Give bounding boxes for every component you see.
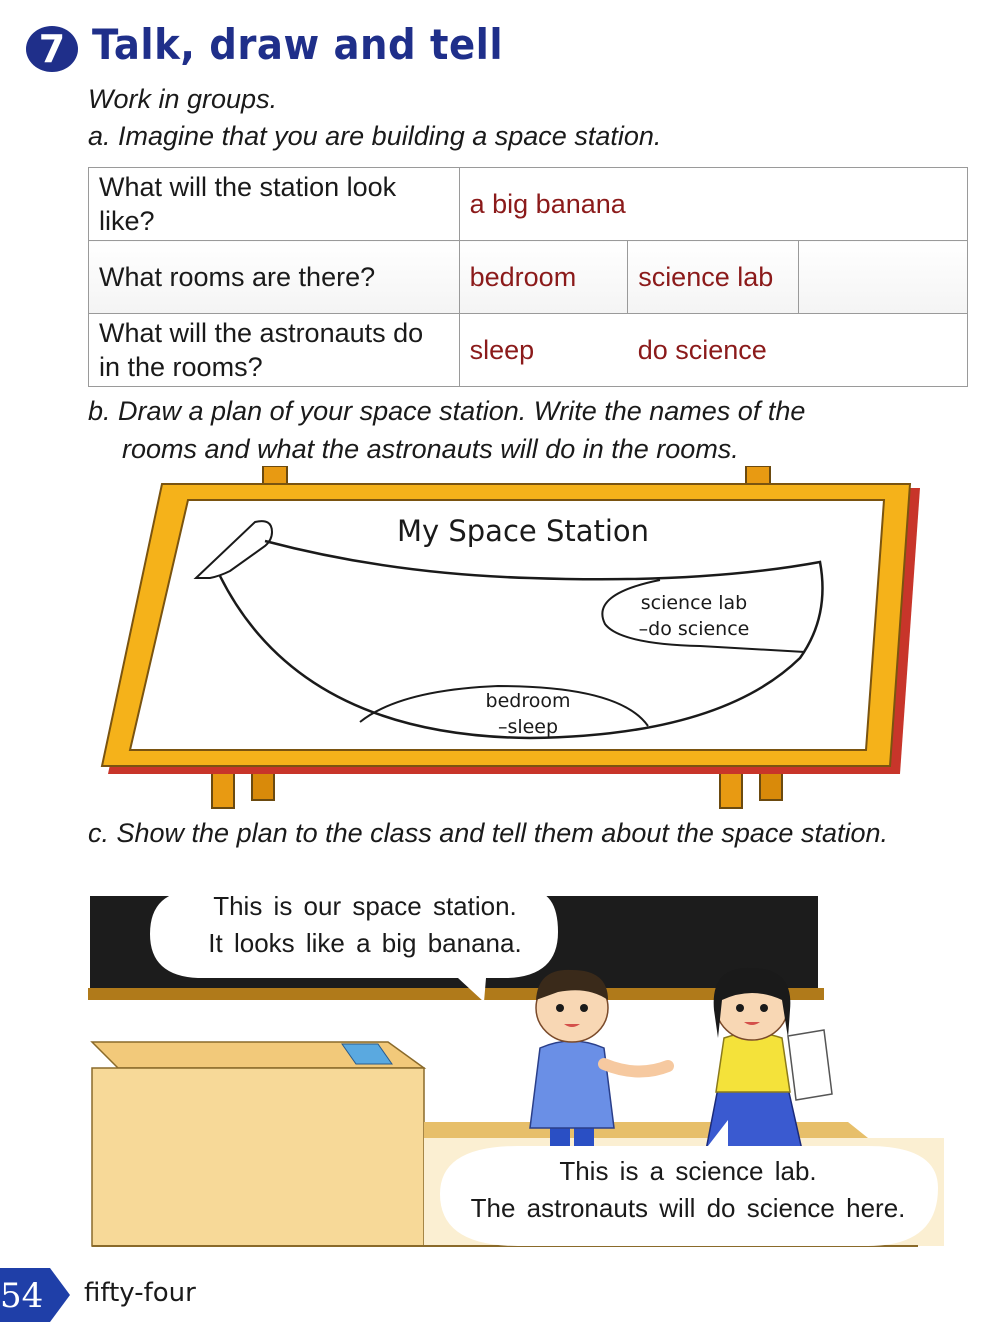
answer-activity-3 <box>798 314 967 387</box>
blackboard-ledge <box>88 988 824 1000</box>
room1-activity: –do science <box>638 618 750 640</box>
boy-speech-line1: This is our space station. <box>213 891 517 921</box>
girl-speech-text <box>438 1153 938 1227</box>
board-leg <box>252 772 274 800</box>
board-leg <box>720 772 742 808</box>
instruction-b-line1: b. Draw a plan of your space station. Write the names of the <box>88 396 806 426</box>
plan-paper <box>788 1030 832 1100</box>
table-row <box>89 314 968 387</box>
exercise-title: Talk, draw and tell <box>92 20 504 69</box>
board-leg <box>212 772 234 808</box>
question-look: What will the station look like? <box>89 168 460 241</box>
answer-room-3 <box>798 241 967 314</box>
instruction-b-line2: rooms and what the astronauts will do in the rooms. <box>122 434 739 464</box>
board-title: My Space Station <box>396 514 650 548</box>
answer-activity-1: sleep <box>459 314 628 387</box>
instruction-intro: Work in groups. <box>88 84 278 114</box>
boy-speech-text <box>150 888 580 962</box>
room1-name: science lab <box>640 592 748 614</box>
table-row <box>89 168 968 241</box>
question-activities: What will the astronauts do in the rooms? <box>89 314 460 387</box>
question-rooms: What rooms are there? <box>89 241 460 314</box>
exercise-number-badge: 7 <box>26 26 78 72</box>
instruction-c: c. Show the plan to the class and tell them about the space station. <box>88 818 888 848</box>
instruction-a: a. Imagine that you are building a space station. <box>88 121 662 151</box>
page-number: 54 <box>0 1276 44 1316</box>
answer-look: a big banana <box>459 168 967 241</box>
table-row <box>89 241 968 314</box>
girl-speech-line1: This is a science lab. <box>559 1156 817 1186</box>
board-leg <box>760 772 782 800</box>
room2-activity: –sleep <box>497 716 559 738</box>
boy-speech-line2: It looks like a big banana. <box>208 928 522 958</box>
answer-room-1: bedroom <box>459 241 628 314</box>
answer-activity-2: do science <box>628 314 798 387</box>
platform <box>424 1122 868 1138</box>
girl-speech-line2: The astronauts will do science here. <box>470 1193 906 1223</box>
desk-front <box>92 1068 424 1246</box>
room2-name: bedroom <box>485 690 571 712</box>
answer-room-2: science lab <box>628 241 798 314</box>
space-station-board <box>100 466 925 810</box>
plan-table <box>88 167 968 387</box>
page-number-words: fifty-four <box>84 1278 196 1308</box>
